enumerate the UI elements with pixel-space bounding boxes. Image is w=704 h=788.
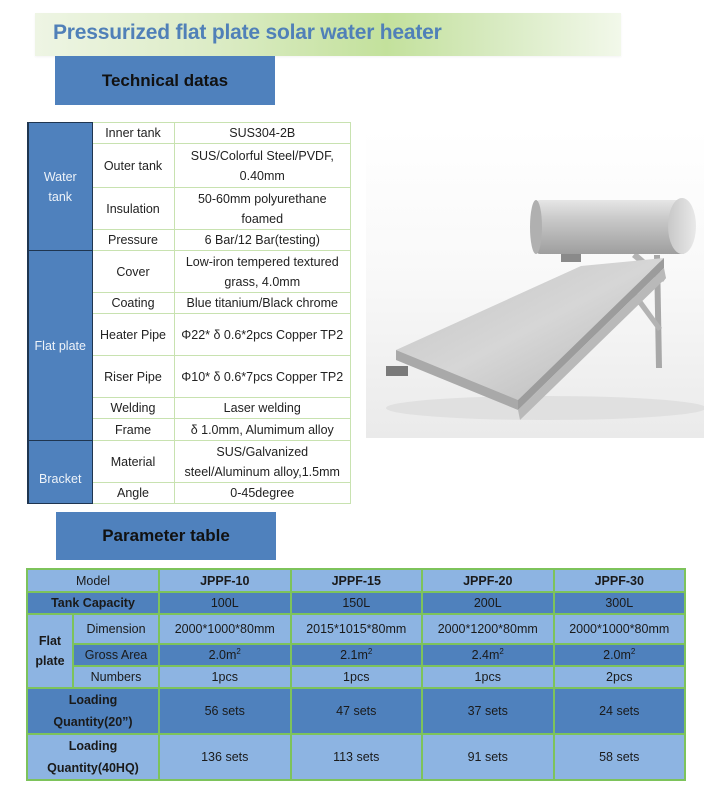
table-row — [28, 251, 351, 293]
cell: 300L — [554, 592, 686, 614]
cell: 2015*1015*80mm — [291, 614, 423, 644]
table-row — [27, 734, 685, 780]
spec-value: Blue titanium/Black chrome — [174, 293, 351, 314]
spec-value: SUS/Colorful Steel/PVDF, 0.40mm — [174, 144, 351, 188]
cell: 1pcs — [291, 666, 423, 688]
cell — [291, 644, 423, 666]
superscript: 2 — [367, 647, 373, 657]
cell-value: 2.4m — [471, 648, 500, 663]
group-bracket — [28, 441, 92, 504]
header-model: Model — [27, 569, 159, 592]
header-model-3: JPPF-20 — [422, 569, 554, 592]
cell: 113 sets — [291, 734, 423, 780]
technical-data-table — [27, 122, 351, 504]
row-label: Numbers — [73, 666, 159, 688]
group-label: Water tank — [43, 169, 77, 204]
product-photo — [366, 130, 704, 438]
cell — [554, 644, 686, 666]
spec-label: Frame — [92, 419, 174, 441]
label-line: Quantity(40HQ) — [47, 761, 139, 775]
title-banner — [35, 13, 621, 56]
parameter-table — [26, 568, 686, 781]
spec-label: Welding — [92, 398, 174, 419]
page-title: Pressurized flat plate solar water heater — [53, 21, 442, 44]
cell — [422, 644, 554, 666]
row-label — [27, 734, 159, 780]
table-row — [27, 688, 685, 734]
group-water-tank — [28, 123, 92, 251]
spec-label: Pressure — [92, 230, 174, 251]
spec-value: Φ10* δ 0.6*7pcs Copper TP2 — [174, 356, 351, 398]
cell-value: 2.0m — [603, 648, 631, 663]
cell: 2pcs — [554, 666, 686, 688]
cell: 56 sets — [159, 688, 291, 734]
group-flat-plate — [27, 614, 73, 688]
superscript: 2 — [499, 647, 504, 657]
spec-label: Outer tank — [92, 144, 174, 188]
cell: 91 sets — [422, 734, 554, 780]
spec-value: Laser welding — [174, 398, 351, 419]
spec-value: Φ22* δ 0.6*2pcs Copper TP2 — [174, 314, 351, 356]
header-model-1: JPPF-10 — [159, 569, 291, 592]
spec-label: Inner tank — [92, 123, 174, 144]
cell-value: 2.1m — [340, 648, 368, 663]
cell: 136 sets — [159, 734, 291, 780]
cell: 58 sets — [554, 734, 686, 780]
spec-label: Angle — [92, 483, 174, 504]
spec-label: Coating — [92, 293, 174, 314]
spec-label: Heater Pipe — [92, 314, 174, 356]
group-label: Flat plate — [35, 634, 65, 668]
group-flat-plate — [28, 251, 92, 441]
cell: 37 sets — [422, 688, 554, 734]
technical-datas-label: Technical datas — [55, 56, 275, 105]
table-row — [27, 592, 685, 614]
table-row — [27, 644, 685, 666]
label-line: Loading — [68, 693, 118, 707]
spec-value: 0-45degree — [174, 483, 351, 504]
table-row — [28, 123, 351, 144]
label-line: Quantity(20”) — [53, 715, 133, 729]
cell: 47 sets — [291, 688, 423, 734]
table-row — [27, 666, 685, 688]
cell: 1pcs — [422, 666, 554, 688]
cell: 100L — [159, 592, 291, 614]
cell — [159, 644, 291, 666]
table-row — [28, 441, 351, 483]
label-line: Loading — [68, 739, 118, 753]
spec-value: 50-60mm polyurethane foamed — [174, 188, 351, 230]
solar-heater-illustration — [366, 130, 704, 438]
spec-value: SUS304-2B — [174, 123, 351, 144]
cell: 24 sets — [554, 688, 686, 734]
header-model-2: JPPF-15 — [291, 569, 423, 592]
header-model-4: JPPF-30 — [554, 569, 686, 592]
superscript: 2 — [630, 647, 636, 657]
spec-value: δ 1.0mm, Alumimum alloy — [174, 419, 351, 441]
spec-label: Cover — [92, 251, 174, 293]
table-header-row — [27, 569, 685, 592]
cell: 200L — [422, 592, 554, 614]
cell: 2000*1000*80mm — [554, 614, 686, 644]
cell: 1pcs — [159, 666, 291, 688]
parameter-table-label: Parameter table — [56, 512, 276, 560]
row-label: Tank Capacity — [27, 592, 159, 614]
table-row — [27, 614, 685, 644]
cell: 2000*1200*80mm — [422, 614, 554, 644]
group-label: Flat plate — [34, 338, 86, 353]
row-label — [27, 688, 159, 734]
row-label: Dimension — [73, 614, 159, 644]
group-label: Bracket — [39, 472, 82, 486]
cell-value: 2.0m — [208, 648, 237, 663]
superscript: 2 — [236, 647, 241, 657]
row-label: Gross Area — [73, 644, 159, 666]
spec-label: Material — [92, 441, 174, 483]
spec-value: 6 Bar/12 Bar(testing) — [174, 230, 351, 251]
spec-label: Riser Pipe — [92, 356, 174, 398]
spec-value: Low-iron tempered textured grass, 4.0mm — [174, 251, 351, 293]
cell: 150L — [291, 592, 423, 614]
spec-value: SUS/Galvanized steel/Aluminum alloy,1.5mm — [174, 441, 351, 483]
cell: 2000*1000*80mm — [159, 614, 291, 644]
spec-label: Insulation — [92, 188, 174, 230]
